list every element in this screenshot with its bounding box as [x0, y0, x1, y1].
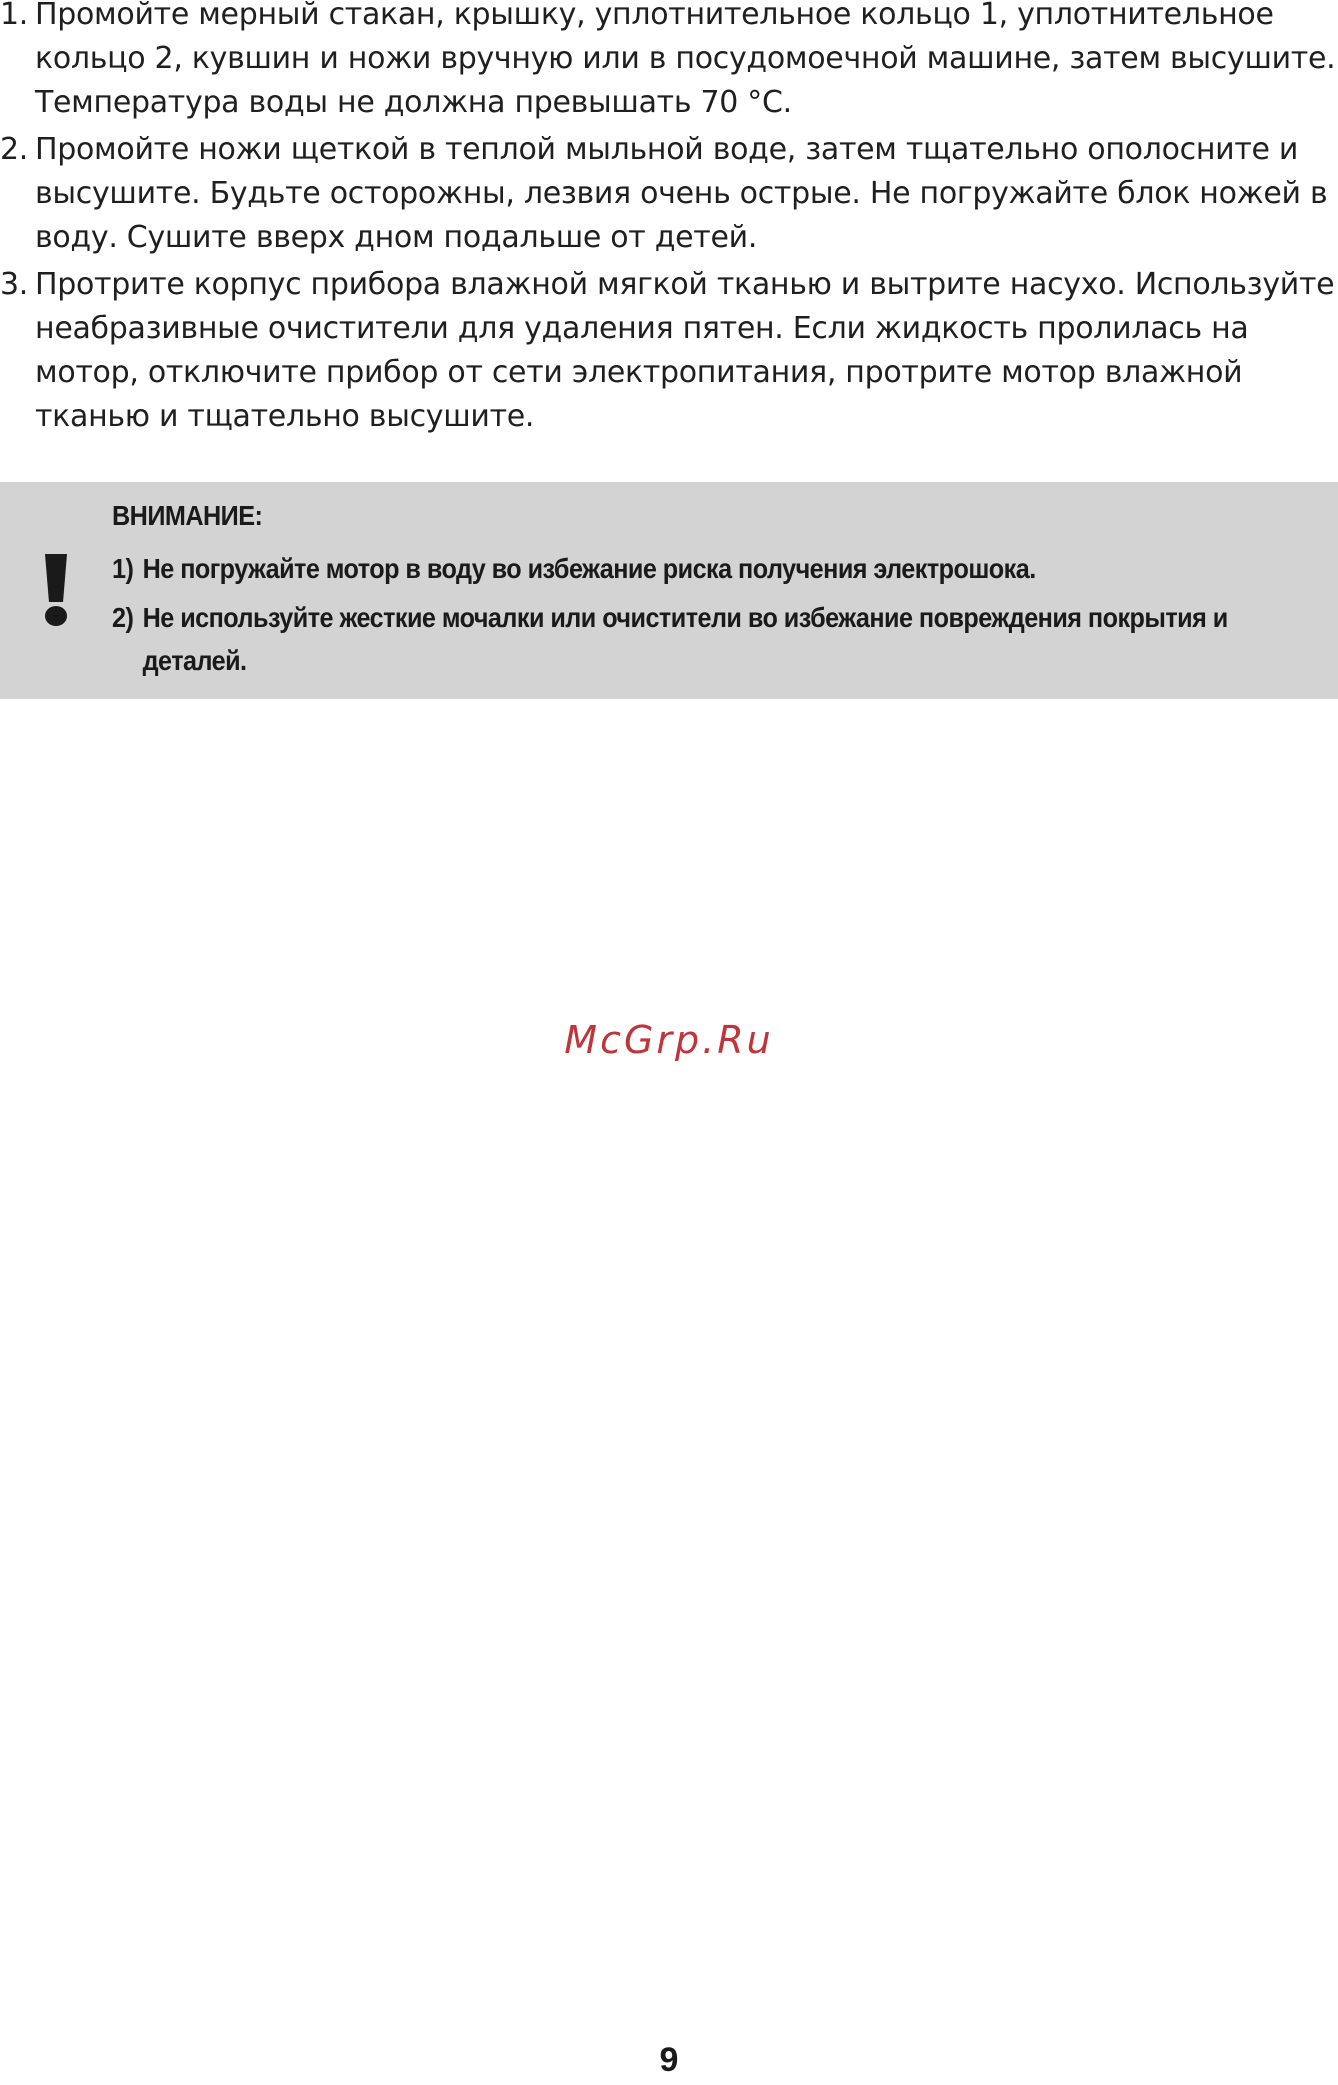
warning-item-number: 2) — [112, 602, 134, 633]
warning-list — [112, 547, 1228, 688]
warning-title: ВНИМАНИЕ: — [112, 500, 263, 531]
step-number: 3. — [0, 267, 29, 302]
exclamation-bar — [45, 554, 67, 602]
warning-item — [112, 547, 1228, 590]
cleaning-step — [0, 263, 1338, 439]
exclamation-dot — [45, 606, 67, 626]
page-number: 9 — [659, 2041, 679, 2079]
step-text: Промойте ножи щеткой в теплой мыльной воде, затем тщательно ополосните и высушите. Будьте осторожны, лезвия очень острые. Не погружайте блок ножей в воду. Сушите вверх дном подальше от детей. — [35, 132, 1328, 255]
watermark: McGrp.Ru — [564, 1018, 774, 1062]
warning-item-text: Не используйте жесткие мочалки или очистители во избежание повреждения покрытия и деталей. — [142, 602, 1228, 676]
exclamation-icon — [36, 554, 76, 626]
step-text: Протрите корпус прибора влажной мягкой тканью и вытрите насухо. Используйте неабразивные очистители для удаления пятен. Если жидкость пролилась на мотор, отключите прибор от сети электропитания, протрите мотор влажной тканью и тщательно высушите. — [35, 267, 1335, 434]
cleaning-step — [0, 128, 1338, 260]
warning-item-text: Не погружайте мотор в воду во избежание риска получения электрошока. — [142, 553, 1036, 584]
step-number: 2. — [0, 132, 29, 167]
warning-item-number: 1) — [112, 553, 134, 584]
warning-item — [112, 596, 1228, 682]
step-text: Промойте мерный стакан, крышку, уплотнительное кольцо 1, уплотнительное кольцо 2, кувшин и ножи вручную или в посудомоечной машине, затем высушите. Температура воды не должна превышать 70 °С. — [35, 0, 1336, 120]
cleaning-steps-list — [0, 0, 1338, 439]
step-number: 1. — [0, 0, 29, 32]
cleaning-step — [0, 0, 1338, 125]
